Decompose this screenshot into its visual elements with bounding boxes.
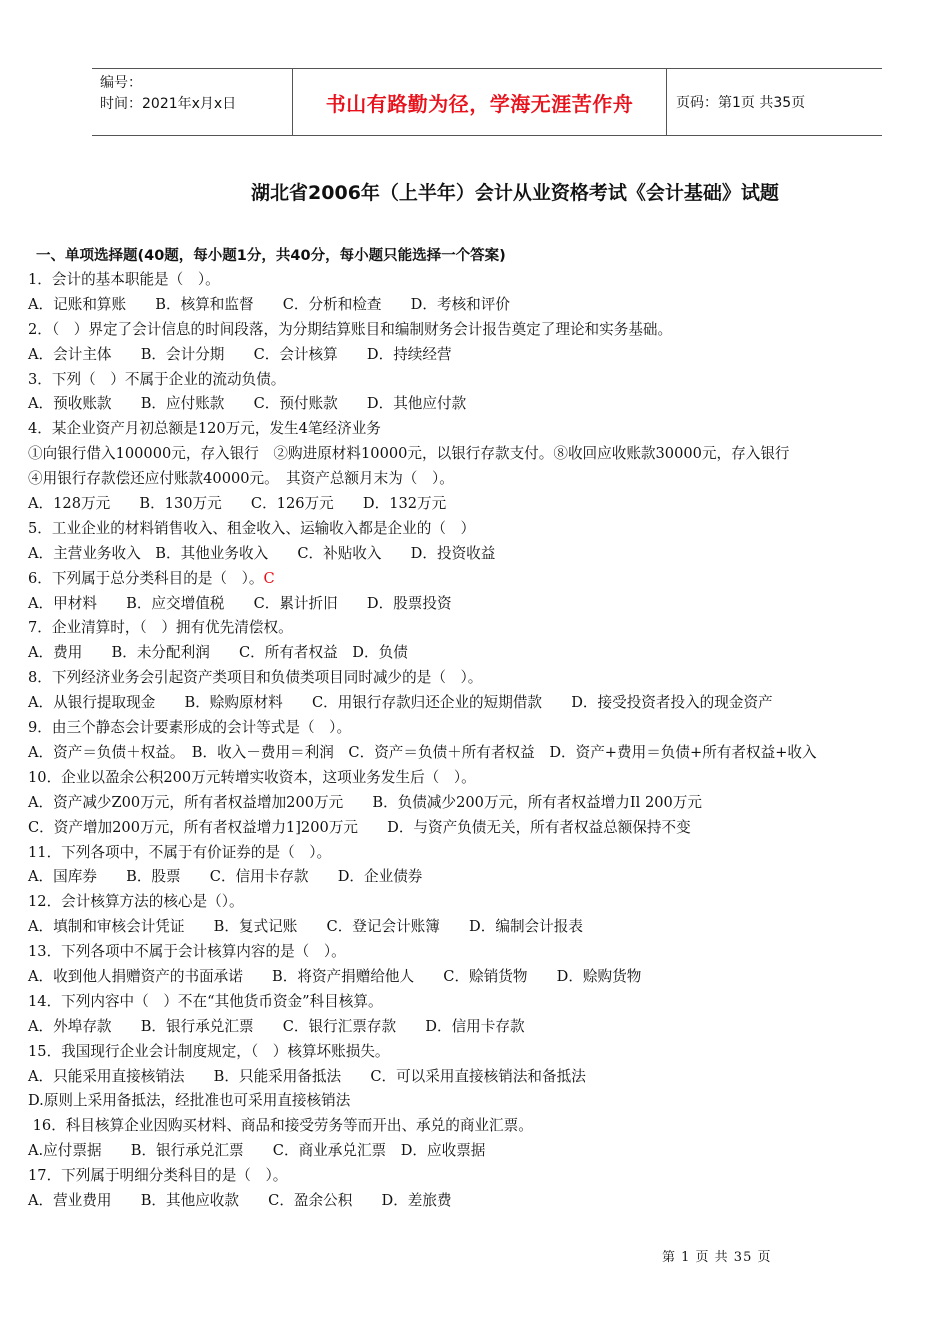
option-line: A．会计主体 B．会计分期 C．会计核算 D．持续经营	[28, 345, 452, 363]
section-heading: 一、单项选择题(40题，每小题1分，共40分，每小题只能选择一个答案)	[36, 248, 506, 264]
question-line: 7．企业清算时，（ ）拥有优先清偿权。	[28, 619, 293, 637]
question-line: 17．下列属于明细分类科目的是（ ）。	[28, 1167, 288, 1185]
option-line: A．营业费用 B．其他应收款 C．盈余公积 D．差旅费	[28, 1191, 452, 1209]
question-list	[28, 268, 913, 1214]
option-line: A．资产＝负债＋权益。 B．收入－费用＝利润 C．资产＝负债＋所有者权益 D．资产+费用＝负债+所有者权益+收入	[28, 743, 817, 761]
option-line: A．收到他人捐赠资产的书面承诺 B．将资产捐赠给他人 C．赊销货物 D．赊购货物	[28, 967, 642, 985]
question-line: 16．科目核算企业因购买材料、商品和接受劳务等而开出、承兑的商业汇票。	[28, 1117, 533, 1135]
question-text: 6．下列属于总分类科目的是（ ）。	[28, 569, 264, 587]
question-line: ④用银行存款偿还应付账款40000元。 其资产总额月末为（ ）。	[28, 470, 454, 488]
page-footer: 第 1 页 共 35 页	[662, 1250, 772, 1265]
option-line: A．甲材料 B．应交增值税 C．累计折旧 D．股票投资	[28, 594, 452, 612]
header-info	[92, 69, 292, 135]
option-line: A．费用 B．未分配利润 C．所有者权益 D．负债	[28, 644, 408, 662]
option-line: A．预收账款 B．应付账款 C．预付账款 D．其他应付款	[28, 395, 467, 413]
option-line: A．主营业务收入 B．其他业务收入 C．补贴收入 D．投资收益	[28, 544, 496, 562]
option-line: A．只能采用直接核销法 B．只能采用备抵法 C．可以采用直接核销法和备抵法	[28, 1067, 586, 1085]
question-line: 5．工业企业的材料销售收入、租金收入、运输收入都是企业的（ ）	[28, 519, 476, 537]
option-line: A．从银行提取现金 B．赊购原材料 C．用银行存款归还企业的短期借款 D．接受投资者投入的现金资产	[28, 694, 773, 712]
option-line: A．128万元 B．130万元 C．126万元 D．132万元	[28, 495, 447, 513]
question-line: 9．由三个静态会计要素形成的会计等式是（ ）。	[28, 719, 352, 737]
motto-text: 书山有路勤为径，学海无涯苦作舟	[325, 91, 634, 116]
answer-mark: C	[263, 569, 275, 587]
question-line: ①向银行借入100000元，存入银行 ②购进原材料10000元，以银行存款支付。⑧收回应收账款30000元，存入银行	[28, 445, 790, 463]
question-line: 11．下列各项中，不属于有价证券的是（ ）。	[28, 843, 332, 861]
question-line: 3．下列（ ）不属于企业的流动负债。	[28, 370, 286, 388]
option-line: A．资产减少Z00万元，所有者权益增加200万元 B．负债减少200万元，所有者权益增力Il 200万元	[28, 793, 702, 811]
number-label: 编号：	[100, 75, 142, 91]
header-page-cell	[667, 69, 882, 135]
question-line: 8．下列经济业务会引起资产类项目和负债类项目同时减少的是（ ）。	[28, 669, 483, 687]
time-label: 时间：2021年x月x日	[100, 96, 237, 112]
option-line: A．外埠存款 B．银行承兑汇票 C．银行汇票存款 D．信用卡存款	[28, 1017, 525, 1035]
question-line: 14．下列内容中（ ）不在“其他货币资金”科目核算。	[28, 992, 383, 1010]
question-line: 15．我国现行企业会计制度规定，（ ）核算坏账损失。	[28, 1042, 390, 1060]
option-line: A．国库券 B．股票 C．信用卡存款 D．企业债券	[28, 868, 423, 886]
page-label: 页码：第1页 共35页	[676, 95, 806, 111]
option-line: A.应付票据 B．银行承兑汇票 C．商业承兑汇票 D．应收票据	[28, 1142, 486, 1160]
question-line: 13．下列各项中不属于会计核算内容的是（ ）。	[28, 943, 346, 961]
option-line: D.原则上采用备抵法，经批准也可采用直接核销法	[28, 1092, 351, 1110]
header-table	[92, 68, 882, 136]
question-line: 10．企业以盈余公积200万元转增实收资本，这项业务发生后（ ）。	[28, 768, 476, 786]
question-line-6	[28, 567, 913, 592]
option-line: A．记账和算账 B．核算和监督 C．分析和检查 D．考核和评价	[28, 295, 510, 313]
option-line: C．资产增加200万元，所有者权益增力1]200万元 D．与资产负债无关，所有者权益总额保持不变	[28, 818, 691, 836]
question-line: 4．某企业资产月初总额是120万元，发生4笔经济业务	[28, 420, 381, 438]
document-title: 湖北省2006年（上半年）会计从业资格考试《会计基础》试题	[251, 182, 779, 204]
question-line: 2．（ ）界定了会计信息的时间段落，为分期结算账目和编制财务会计报告奠定了理论和实务基础。	[28, 320, 673, 338]
question-line: 12．会计核算方法的核心是（）。	[28, 893, 244, 911]
question-line: 1．会计的基本职能是（ ）。	[28, 271, 220, 288]
header-motto-cell	[292, 69, 667, 135]
option-line: A．填制和审核会计凭证 B．复式记账 C．登记会计账簿 D．编制会计报表	[28, 918, 583, 936]
